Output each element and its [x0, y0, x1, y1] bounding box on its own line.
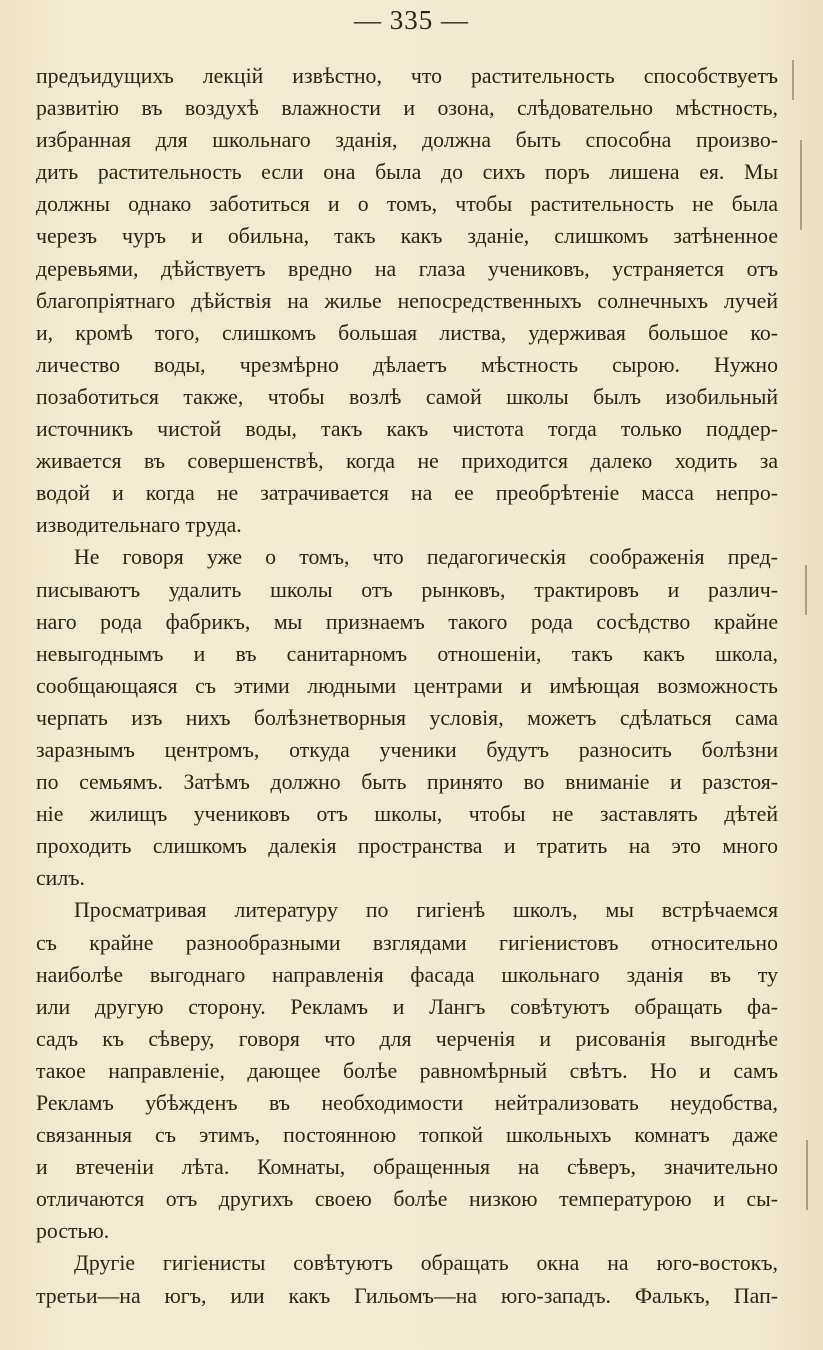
text-line: предъидущихъ лекцій извѣстно, что растительность способствуетъ: [36, 64, 778, 88]
text-line: наиболѣе выгоднаго направленія фасада школьнаго зданія въ ту: [36, 962, 778, 987]
text-line: позаботиться также, чтобы возлѣ самой школы былъ изобильный: [36, 384, 778, 409]
text-line: изводительнаго труда.: [36, 513, 242, 538]
text-line: дить растительность если она была до сихъ поръ лишена ея. Мы: [36, 160, 778, 185]
body-text: [36, 60, 778, 1312]
text-line: наго рода фабрикъ, мы признаемъ такого рода сосѣдство крайне: [36, 609, 778, 634]
text-line: Другіе гигіенисты совѣтуютъ обращать окна на юго-востокъ,: [74, 1251, 778, 1276]
text-line: проходить слишкомъ далекія пространства и тратить на это много: [36, 834, 778, 859]
text-line: должны однако заботиться и о томъ, чтобы растительность не была: [36, 192, 778, 217]
text-line: ніе жилищъ учениковъ отъ школы, чтобы не заставлять дѣтей: [36, 802, 778, 827]
text-line: Не говоря уже о томъ, что педагогическія соображенія пред-: [74, 545, 778, 570]
text-line: избранная для школьнаго зданія, должна быть способна произво-: [36, 128, 778, 153]
text-line: отличаются отъ другихъ своею болѣе низкою температурою и сы-: [36, 1187, 778, 1212]
text-line: Просматривая литературу по гигіенѣ школъ, мы встрѣчаемся: [74, 898, 778, 923]
text-line: силъ.: [36, 866, 85, 891]
text-line: садъ къ сѣверу, говоря что для черченія и рисованія выгоднѣе: [36, 1026, 778, 1051]
text-line: развитію въ воздухѣ влажности и озона, слѣдовательно мѣстность,: [36, 96, 778, 121]
text-line: такое направленіе, дающее болѣе равномѣрный свѣтъ. Но и самъ: [36, 1058, 778, 1083]
text-line: черпать изъ нихъ болѣзнетворныя условія, можетъ сдѣлаться сама: [36, 705, 778, 730]
margin-pencil-mark: [806, 1140, 808, 1210]
text-line: по семьямъ. Затѣмъ должно быть принято во вниманіе и разстоя-: [36, 770, 778, 795]
text-line: Рекламъ убѣжденъ въ необходимости нейтрализовать неудобства,: [36, 1091, 778, 1115]
text-line: водой и когда не затрачивается на ее преобрѣтеніе масса непро-: [36, 481, 778, 506]
text-line: невыгоднымъ и въ санитарномъ отношеніи, такъ какъ школа,: [36, 641, 778, 666]
text-line: сообщающаяся съ этими людными центрами и имѣющая возможность: [36, 673, 778, 698]
margin-pencil-mark: [800, 140, 802, 230]
text-line: или другую сторону. Рекламъ и Лангъ совѣтуютъ обращать фа-: [36, 994, 778, 1019]
text-line: черезъ чуръ и обильна, такъ какъ зданіе, слишкомъ затѣненное: [36, 224, 778, 249]
margin-pencil-mark: [805, 565, 807, 615]
text-line: заразнымъ центромъ, откуда ученики будутъ разносить болѣзни: [36, 737, 778, 762]
text-line: живается въ совершенствѣ, когда не приходится далеко ходить за: [36, 449, 778, 474]
text-line: деревьями, дѣйствуетъ вредно на глаза учениковъ, устраняется отъ: [36, 256, 778, 281]
text-line: и, кромѣ того, слишкомъ большая листва, удерживая большое ко-: [36, 320, 778, 345]
text-line: ростью.: [36, 1219, 110, 1244]
text-line: источникъ чистой воды, такъ какъ чистота тогда только поддер-: [36, 417, 778, 442]
text-line: съ крайне разнообразными взглядами гигіенистовъ относительно: [36, 930, 778, 955]
text-line: личество воды, чрезмѣрно дѣлаетъ мѣстность сырою. Нужно: [36, 352, 778, 377]
text-line: и втеченіи лѣта. Комнаты, обращенныя на сѣверъ, значительно: [36, 1155, 778, 1180]
text-line: третьи—на югъ, или какъ Гильомъ—на юго-западъ. Фалькъ, Пап-: [36, 1283, 778, 1308]
text-line: благопріятнаго дѣйствія на жилье непосредственныхъ солнечныхъ лучей: [36, 288, 778, 313]
text-line: связанныя съ этимъ, постоянною топкой школьныхъ комнатъ даже: [36, 1123, 778, 1148]
text-line: писываютъ удалить школы отъ рынковъ, трактировъ и различ-: [36, 577, 778, 602]
page-number: — 335 —: [354, 5, 469, 35]
margin-pencil-mark: [792, 60, 794, 100]
